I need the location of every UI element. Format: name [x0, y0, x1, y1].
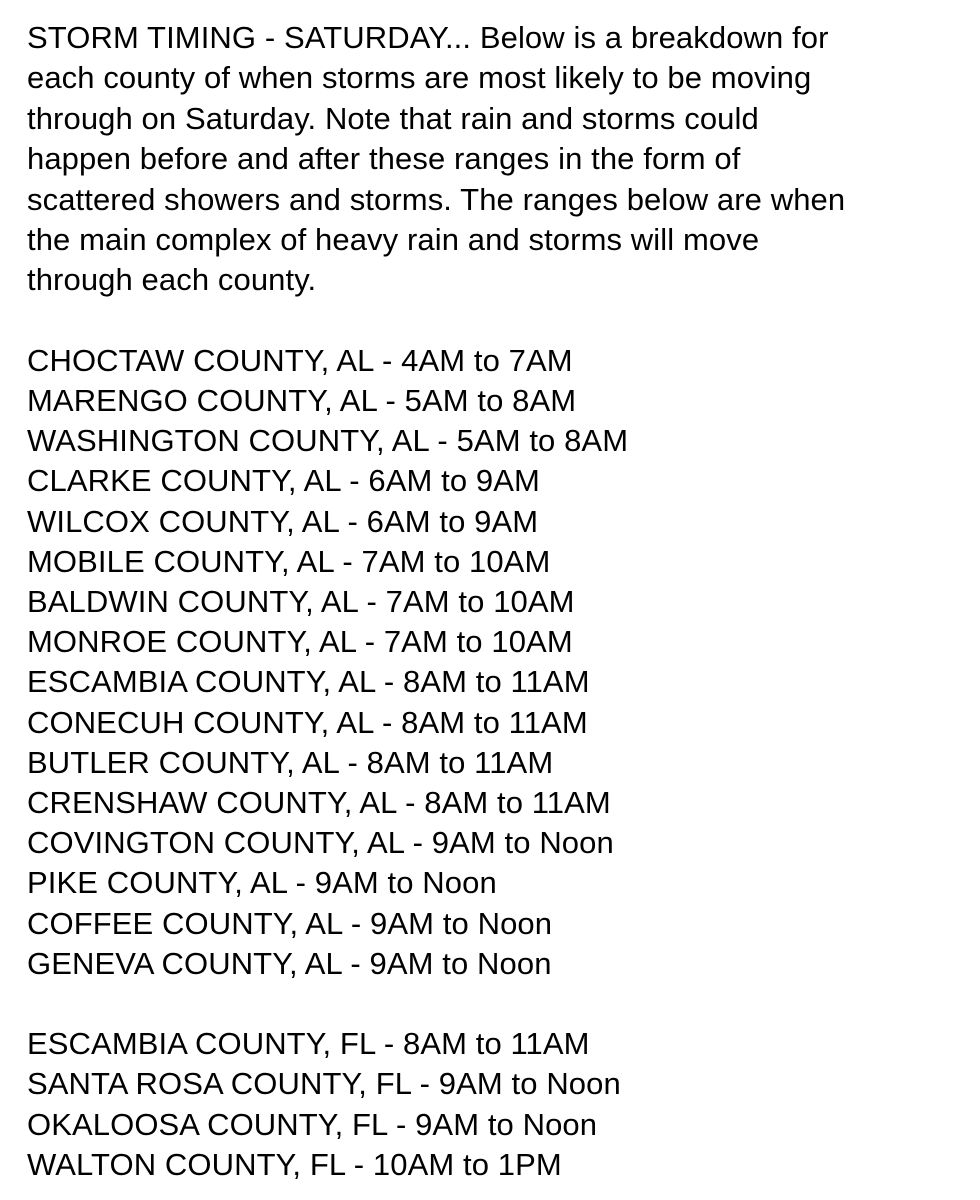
- county-timing-line: OKALOOSA COUNTY, FL - 9AM to Noon: [27, 1106, 598, 1142]
- county-timing-line: CONECUH COUNTY, AL - 8AM to 11AM: [27, 704, 588, 740]
- county-timing-line: BALDWIN COUNTY, AL - 7AM to 10AM: [27, 584, 575, 620]
- county-timing-line: GENEVA COUNTY, AL - 9AM to Noon: [27, 945, 552, 981]
- county-timing-line: WILCOX COUNTY, AL - 6AM to 9AM: [27, 503, 539, 539]
- county-timing-line: MONROE COUNTY, AL - 7AM to 10AM: [27, 624, 573, 660]
- intro-paragraph: STORM TIMING - SATURDAY... Below is a breakdown for each county of when storms are most likely to be moving through on Saturday. Note that rain and storms could happen before and after these ranges in the form of scattered showers and storms. The ranges below are when the main complex of heavy rain and storms will move through each county.: [27, 20, 846, 298]
- county-timing-line: SANTA ROSA COUNTY, FL - 9AM to Noon: [27, 1066, 621, 1102]
- county-timing-line: COFFEE COUNTY, AL - 9AM to Noon: [27, 905, 553, 941]
- county-timing-line: WASHINGTON COUNTY, AL - 5AM to 8AM: [27, 423, 629, 459]
- county-timing-line: PIKE COUNTY, AL - 9AM to Noon: [27, 865, 497, 901]
- county-timing-line: ESCAMBIA COUNTY, FL - 8AM to 11AM: [27, 1026, 590, 1062]
- florida-county-list: [27, 1024, 956, 1185]
- county-timing-line: MARENGO COUNTY, AL - 5AM to 8AM: [27, 383, 577, 419]
- county-timing-line: COVINGTON COUNTY, AL - 9AM to Noon: [27, 825, 614, 861]
- county-timing-line: CHOCTAW COUNTY, AL - 4AM to 7AM: [27, 342, 573, 378]
- county-timing-line: MOBILE COUNTY, AL - 7AM to 10AM: [27, 543, 551, 579]
- county-timing-line: CRENSHAW COUNTY, AL - 8AM to 11AM: [27, 785, 611, 821]
- county-timing-line: CLARKE COUNTY, AL - 6AM to 9AM: [27, 463, 540, 499]
- county-timing-line: WALTON COUNTY, FL - 10AM to 1PM: [27, 1146, 562, 1182]
- alabama-county-list: [27, 341, 956, 984]
- county-timing-line: ESCAMBIA COUNTY, AL - 8AM to 11AM: [27, 664, 590, 700]
- county-timing-line: BUTLER COUNTY, AL - 8AM to 11AM: [27, 744, 554, 780]
